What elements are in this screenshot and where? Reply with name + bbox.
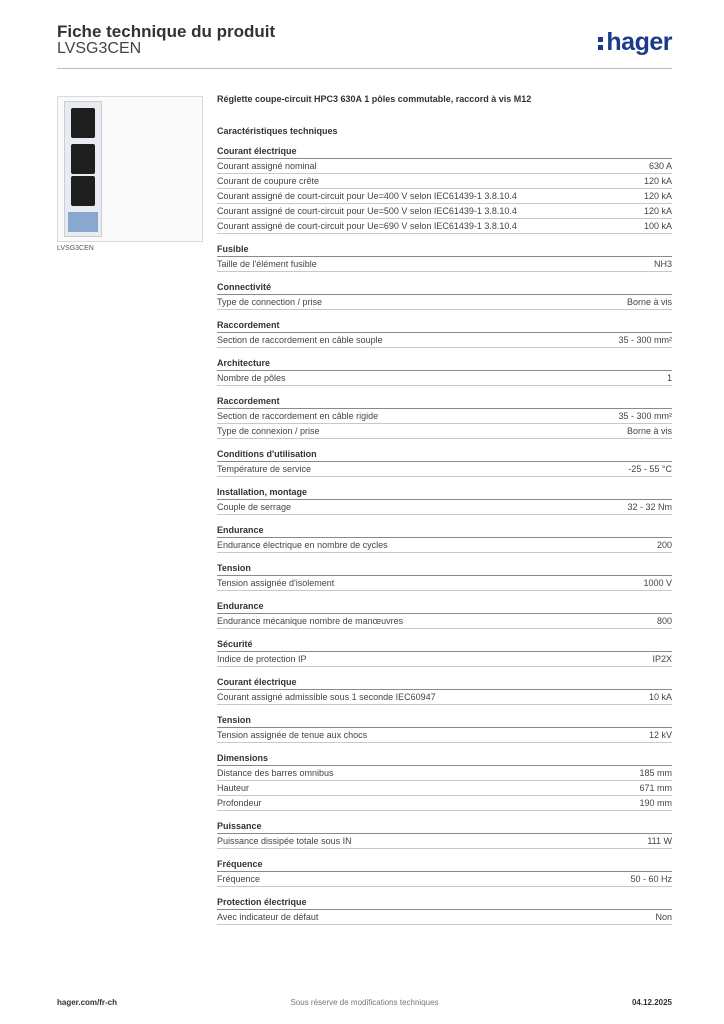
spec-row [217, 728, 672, 743]
spec-label: Section de raccordement en câble rigide [217, 411, 379, 421]
spec-label: Tension assignée de tenue aux chocs [217, 730, 368, 740]
hager-logo[interactable] [598, 30, 672, 54]
section-title: Fréquence [217, 858, 672, 872]
spec-value: 35 - 300 mm² [618, 335, 672, 345]
section-title: Conditions d'utilisation [217, 448, 672, 462]
section-title: Raccordement [217, 319, 672, 333]
spec-value: 111 W [647, 836, 672, 846]
section-title: Dimensions [217, 752, 672, 766]
product-image [57, 96, 203, 242]
spec-label: Taille de l'élément fusible [217, 259, 317, 269]
section-title: Raccordement [217, 395, 672, 409]
spec-row [217, 189, 672, 204]
spec-value: IP2X [652, 654, 672, 664]
spec-label: Endurance mécanique nombre de manœuvres [217, 616, 404, 626]
spec-row [217, 371, 672, 386]
section-title: Courant électrique [217, 145, 672, 159]
spec-value: 35 - 300 mm² [618, 411, 672, 421]
spec-value: 100 kA [643, 221, 672, 231]
spec-row [217, 796, 672, 811]
spec-label: Nombre de pôles [217, 373, 286, 383]
spec-value: Borne à vis [626, 297, 672, 307]
spec-value: 1000 V [643, 578, 672, 588]
page-header [57, 20, 672, 69]
spec-value: 1 [666, 373, 672, 383]
spec-section [217, 714, 672, 743]
image-caption: LVSG3CEN [57, 245, 94, 252]
spec-section [217, 896, 672, 925]
spec-value: 120 kA [643, 206, 672, 216]
spec-value: 630 A [648, 161, 672, 171]
section-title: Tension [217, 562, 672, 576]
page-title: Fiche technique du produit [57, 22, 276, 41]
spec-row [217, 500, 672, 515]
page-footer [57, 986, 672, 1006]
spec-row [217, 257, 672, 272]
footer-website-link[interactable]: hager.com/fr-ch [57, 998, 118, 1007]
fuse-slot [71, 108, 95, 138]
footer-date: 04.12.2025 [631, 998, 672, 1007]
spec-row [217, 766, 672, 781]
section-title: Endurance [217, 600, 672, 614]
spec-content [217, 90, 672, 934]
spec-label: Fréquence [217, 874, 261, 884]
spec-label: Courant assigné nominal [217, 161, 317, 171]
logo-text: hager [606, 28, 672, 56]
spec-label: Courant assigné de court-circuit pour Ue=500 V selon IEC61439-1 3.8.10.4 [217, 206, 517, 216]
spec-row [217, 159, 672, 174]
spec-label: Distance des barres omnibus [217, 768, 334, 778]
spec-value: NH3 [653, 259, 672, 269]
spec-section [217, 448, 672, 477]
spec-section [217, 319, 672, 348]
spec-section [217, 357, 672, 386]
spec-row [217, 204, 672, 219]
footer-notice: Sous réserve de modifications techniques [290, 998, 439, 1007]
spec-value: 800 [656, 616, 672, 626]
section-title: Tension [217, 714, 672, 728]
section-title: Protection électrique [217, 896, 672, 910]
spec-section [217, 145, 672, 234]
spec-row [217, 576, 672, 591]
device-base [68, 212, 98, 232]
spec-value: Borne à vis [626, 426, 672, 436]
spec-label: Indice de protection IP [217, 654, 307, 664]
spec-label: Profondeur [217, 798, 262, 808]
spec-label: Section de raccordement en câble souple [217, 335, 383, 345]
spec-row [217, 174, 672, 189]
spec-value: -25 - 55 °C [628, 464, 672, 474]
fuse-slot [71, 176, 95, 206]
section-title: Endurance [217, 524, 672, 538]
product-reference: LVSG3CEN [57, 40, 142, 57]
spec-label: Endurance électrique en nombre de cycles [217, 540, 388, 550]
spec-value: 10 kA [648, 692, 672, 702]
spec-label: Type de connexion / prise [217, 426, 320, 436]
spec-value: 120 kA [643, 191, 672, 201]
spec-value: 120 kA [643, 176, 672, 186]
spec-section [217, 638, 672, 667]
spec-section [217, 752, 672, 811]
spec-section [217, 562, 672, 591]
spec-value: 190 mm [639, 798, 672, 808]
spec-value: 200 [656, 540, 672, 550]
characteristics-heading: Caractéristiques techniques [217, 126, 338, 136]
spec-row [217, 910, 672, 925]
spec-label: Courant assigné de court-circuit pour Ue=690 V selon IEC61439-1 3.8.10.4 [217, 221, 517, 231]
spec-section [217, 395, 672, 439]
spec-row [217, 462, 672, 477]
spec-row [217, 333, 672, 348]
section-title: Puissance [217, 820, 672, 834]
spec-section [217, 281, 672, 310]
spec-value: 671 mm [639, 783, 672, 793]
spec-row [217, 652, 672, 667]
spec-section [217, 524, 672, 553]
section-title: Courant électrique [217, 676, 672, 690]
spec-label: Type de connection / prise [217, 297, 323, 307]
spec-row [217, 690, 672, 705]
fuse-switch-illustration [64, 101, 102, 237]
spec-sections [217, 145, 672, 925]
spec-label: Courant assigné admissible sous 1 seconde IEC60947 [217, 692, 436, 702]
spec-value: Non [655, 912, 672, 922]
spec-section [217, 820, 672, 849]
spec-row [217, 614, 672, 629]
spec-label: Température de service [217, 464, 312, 474]
section-title: Fusible [217, 243, 672, 257]
spec-label: Hauteur [217, 783, 250, 793]
spec-row [217, 538, 672, 553]
spec-label: Tension assignée d'isolement [217, 578, 335, 588]
spec-value: 12 kV [648, 730, 672, 740]
spec-section [217, 858, 672, 887]
spec-section [217, 676, 672, 705]
section-title: Sécurité [217, 638, 672, 652]
spec-label: Puissance dissipée totale sous IN [217, 836, 352, 846]
spec-row [217, 295, 672, 310]
spec-label: Courant assigné de court-circuit pour Ue=400 V selon IEC61439-1 3.8.10.4 [217, 191, 517, 201]
spec-section [217, 243, 672, 272]
spec-value: 50 - 60 Hz [630, 874, 672, 884]
spec-section [217, 486, 672, 515]
fuse-slot [71, 144, 95, 174]
spec-row [217, 872, 672, 887]
spec-row [217, 219, 672, 234]
spec-label: Courant de coupure crête [217, 176, 320, 186]
spec-row [217, 834, 672, 849]
spec-row [217, 781, 672, 796]
spec-value: 185 mm [639, 768, 672, 778]
spec-row [217, 409, 672, 424]
spec-value: 32 - 32 Nm [627, 502, 672, 512]
section-title: Connectivité [217, 281, 672, 295]
spec-label: Avec indicateur de défaut [217, 912, 319, 922]
section-title: Installation, montage [217, 486, 672, 500]
spec-label: Couple de serrage [217, 502, 292, 512]
spec-section [217, 600, 672, 629]
product-description: Réglette coupe-circuit HPC3 630A 1 pôles commutable, raccord à vis M12 [217, 94, 532, 104]
spec-row [217, 424, 672, 439]
section-title: Architecture [217, 357, 672, 371]
logo-colon-icon [598, 31, 604, 53]
